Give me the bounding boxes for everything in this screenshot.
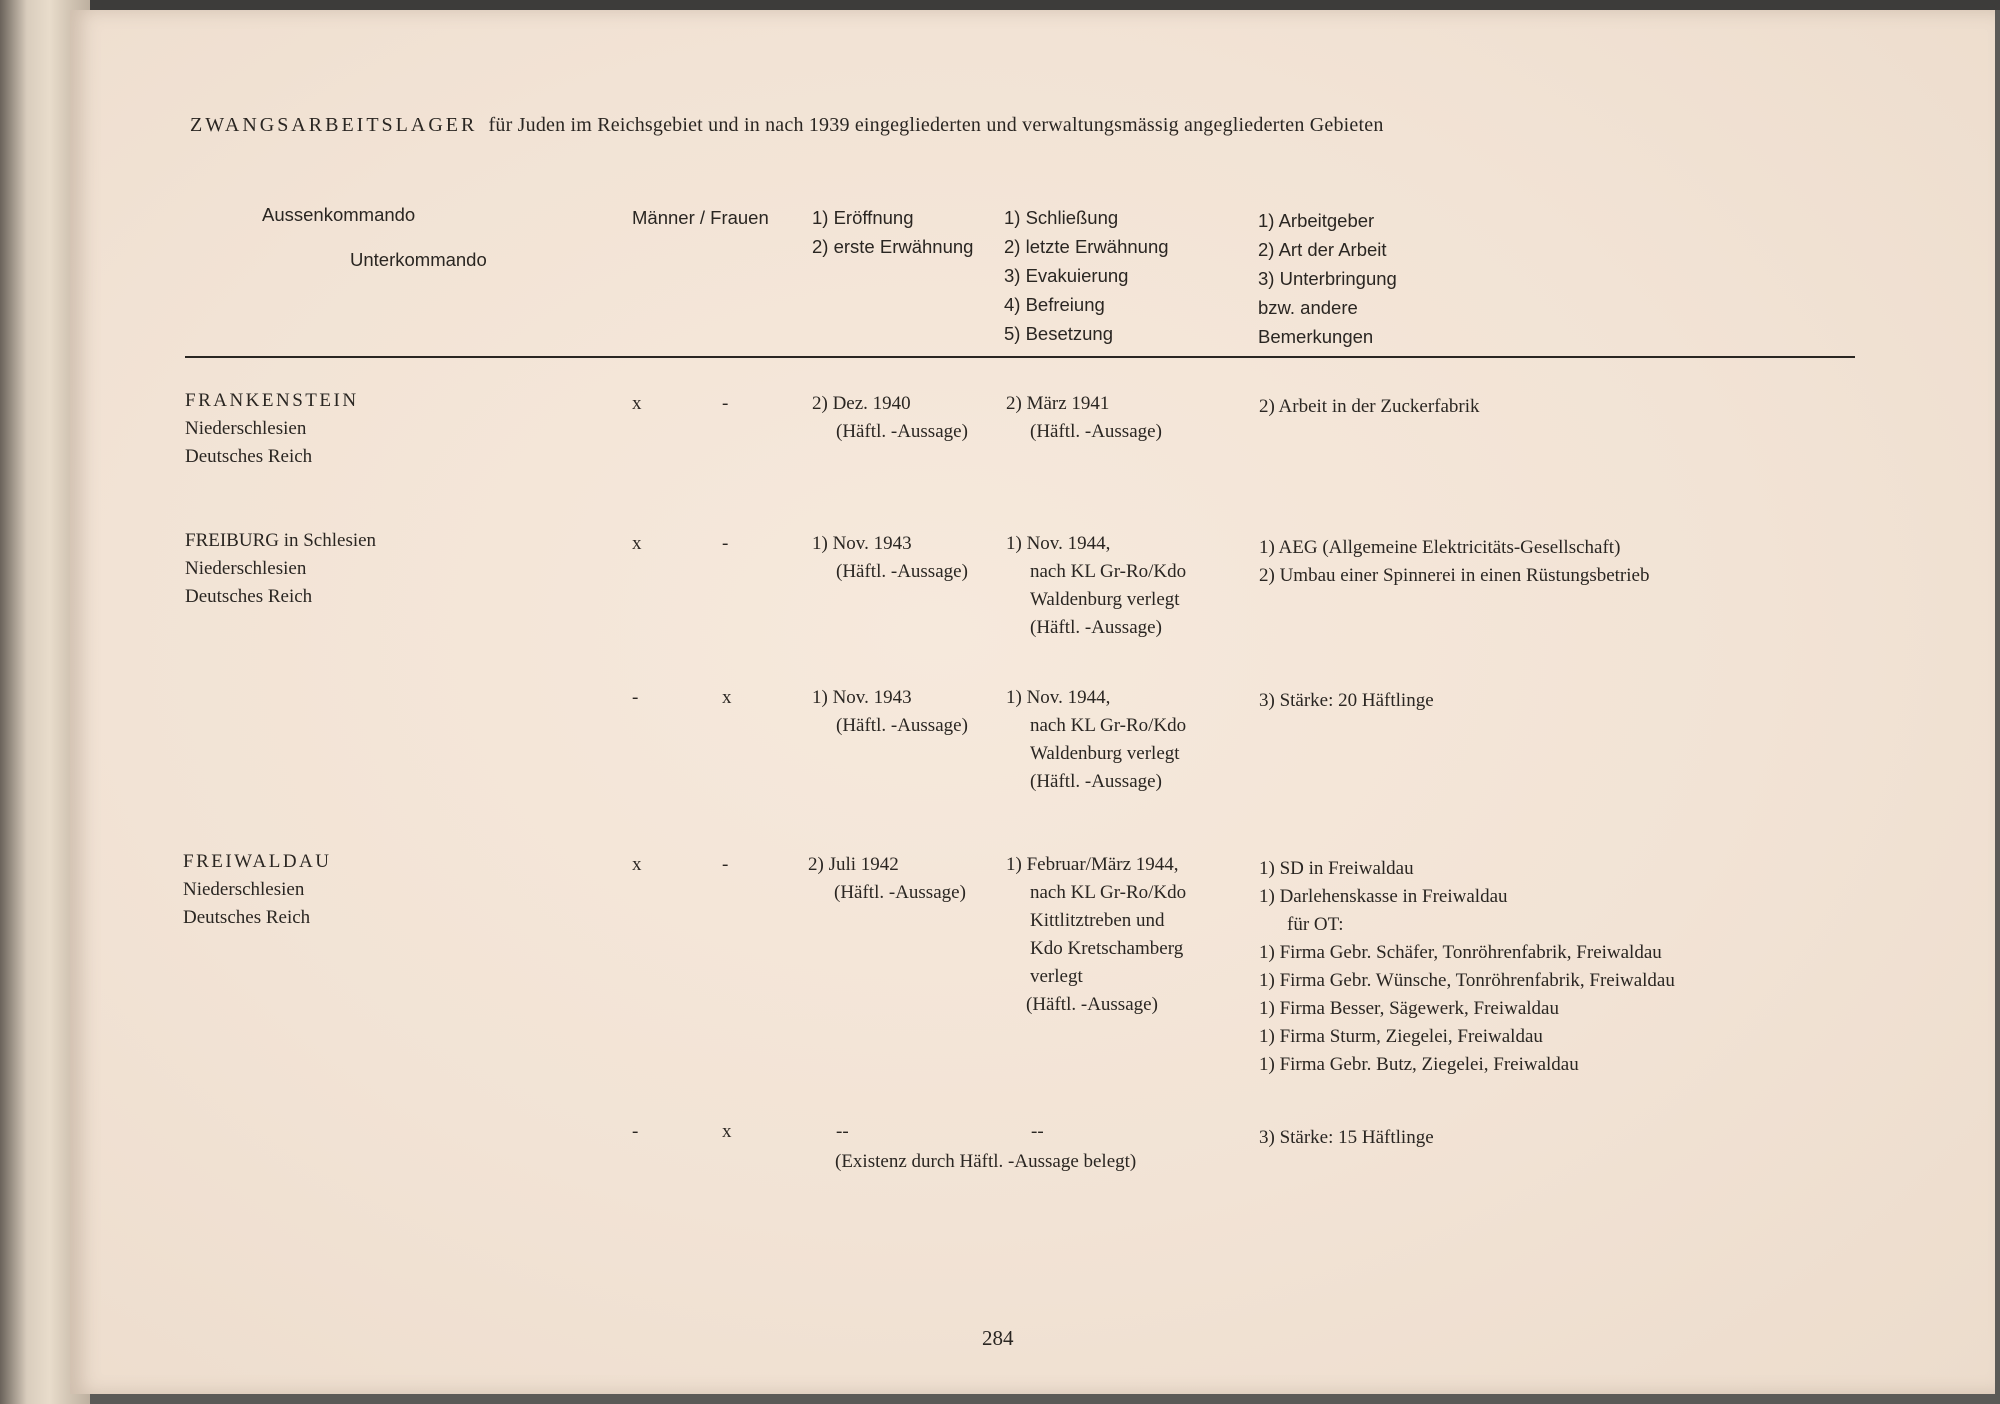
row-frankenstein-work [1259, 393, 1480, 421]
open-line: 1) Nov. 1943 [812, 533, 912, 554]
row-freiwaldau-place [183, 848, 332, 932]
row-freiburg2-frauen: x [722, 687, 732, 708]
row-freiwaldau2-open: -- [836, 1121, 849, 1142]
open-line: 2) Juli 1942 [808, 854, 899, 875]
close-line: Kdo Kretschamberg [1030, 938, 1184, 959]
header-schliessung-line3: 3) Evakuierung [1004, 265, 1129, 286]
header-eroeffnung-line2: 2) erste Erwähnung [812, 236, 974, 257]
header-eroeffnung [812, 203, 973, 261]
row-freiburg-work [1259, 534, 1649, 590]
place-name: FRANKENSTEIN [185, 390, 359, 411]
row-frankenstein-maenner: x [632, 393, 642, 414]
header-schliessung-line5: 5) Besetzung [1004, 323, 1114, 344]
row-freiwaldau2-frauen: x [722, 1121, 732, 1142]
close-line: 2) März 1941 [1006, 393, 1110, 414]
row-freiburg2-open [812, 684, 968, 740]
place-country: Deutsches Reich [185, 586, 313, 607]
work-line: 2) Arbeit in der Zuckerfabrik [1259, 396, 1480, 417]
close-line: 1) Nov. 1944, [1006, 533, 1111, 554]
place-country: Deutsches Reich [183, 907, 311, 928]
close-line: (Häftl. -Aussage) [1026, 994, 1158, 1015]
row-frankenstein-place [185, 387, 359, 471]
header-schliessung [1004, 203, 1169, 348]
row-frankenstein-close [1006, 390, 1162, 446]
row-freiwaldau-frauen: - [722, 854, 729, 875]
close-line: (Häftl. -Aussage) [1030, 771, 1162, 792]
place-region: Niederschlesien [185, 558, 307, 579]
close-line: Waldenburg verlegt [1030, 743, 1180, 764]
page-number: 284 [982, 1326, 1014, 1350]
work-line: 1) Firma Gebr. Wünsche, Tonröhrenfabrik, Freiwaldau [1259, 970, 1675, 991]
header-arbeitgeber-line1: 1) Arbeitgeber [1258, 210, 1375, 231]
header-schliessung-line4: 4) Befreiung [1004, 294, 1105, 315]
close-line: nach KL Gr-Ro/Kdo [1030, 561, 1187, 582]
header-eroeffnung-line1: 1) Eröffnung [812, 207, 914, 228]
row-frankenstein-open [812, 390, 968, 446]
row-freiwaldau2-work [1259, 1124, 1434, 1152]
work-line: 2) Umbau einer Spinnerei in einen Rüstungsbetrieb [1259, 565, 1650, 586]
scan-top-edge [0, 0, 2000, 10]
work-line: 1) SD in Freiwaldau [1259, 858, 1414, 879]
place-region: Niederschlesien [185, 418, 307, 439]
work-line: 1) Firma Sturm, Ziegelei, Freiwaldau [1259, 1026, 1543, 1047]
row-freiburg-close [1006, 530, 1186, 642]
open-line: 2) Dez. 1940 [812, 393, 911, 414]
page-title [190, 114, 1384, 137]
close-line: (Häftl. -Aussage) [1030, 617, 1162, 638]
row-freiburg2-close [1006, 684, 1186, 796]
header-maenner-frauen: Männer / Frauen [632, 207, 769, 228]
title-caps: ZWANGSARBEITSLAGER [190, 114, 478, 136]
row-freiwaldau2-maenner: - [632, 1121, 639, 1142]
open-line: (Häftl. -Aussage) [836, 421, 968, 442]
row-freiburg-open [812, 530, 968, 586]
title-rest: für Juden im Reichsgebiet und in nach 1939 eingegliederten und verwaltungsmässig angegliederten Gebieten [488, 114, 1384, 136]
header-schliessung-line2: 2) letzte Erwähnung [1004, 236, 1169, 257]
row-freiwaldau-open [808, 851, 966, 907]
header-arbeitgeber-line5: Bemerkungen [1258, 326, 1374, 347]
work-line: 3) Stärke: 20 Häftlinge [1259, 690, 1434, 711]
open-line: 1) Nov. 1943 [812, 687, 912, 708]
row-freiburg-frauen: - [722, 533, 729, 554]
row-freiburg2-maenner: - [632, 687, 639, 708]
work-line: 1) Firma Gebr. Schäfer, Tonröhrenfabrik, Freiwaldau [1259, 942, 1662, 963]
work-line: 3) Stärke: 15 Häftlinge [1259, 1127, 1434, 1148]
open-line: (Häftl. -Aussage) [836, 561, 968, 582]
work-line: 1) Darlehenskasse in Freiwaldau [1259, 886, 1508, 907]
close-line: 1) Nov. 1944, [1006, 687, 1111, 708]
header-arbeitgeber-line2: 2) Art der Arbeit [1258, 239, 1387, 260]
row-freiwaldau-work [1259, 855, 1675, 1079]
place-name: FREIBURG in Schlesien [185, 530, 377, 551]
header-unterkommando: Unterkommando [350, 249, 487, 270]
close-line: 1) Februar/März 1944, [1006, 854, 1179, 875]
work-line: 1) Firma Besser, Sägewerk, Freiwaldau [1259, 998, 1559, 1019]
header-schliessung-line1: 1) Schließung [1004, 207, 1119, 228]
row-freiburg-place [185, 527, 376, 611]
open-line: (Häftl. -Aussage) [836, 715, 968, 736]
place-country: Deutsches Reich [185, 446, 313, 467]
work-line: 1) AEG (Allgemeine Elektricitäts-Gesellschaft) [1259, 537, 1621, 558]
row-freiburg-maenner: x [632, 533, 642, 554]
row-freiwaldau-close [1006, 851, 1186, 1019]
header-arbeitgeber-line4: bzw. andere [1258, 297, 1358, 318]
close-line: nach KL Gr-Ro/Kdo [1030, 882, 1187, 903]
place-region: Niederschlesien [183, 879, 305, 900]
header-arbeitgeber [1258, 206, 1397, 351]
close-line: verlegt [1030, 966, 1083, 987]
header-arbeitgeber-line3: 3) Unterbringung [1258, 268, 1397, 289]
header-aussenkommando: Aussenkommando [262, 204, 416, 225]
row-freiburg2-work [1259, 687, 1434, 715]
row-freiwaldau2-close: -- [1031, 1121, 1044, 1142]
work-line: 1) Firma Gebr. Butz, Ziegelei, Freiwaldau [1259, 1054, 1579, 1075]
close-line: nach KL Gr-Ro/Kdo [1030, 715, 1187, 736]
close-line: (Häftl. -Aussage) [1030, 421, 1162, 442]
row-freiwaldau-maenner: x [632, 854, 642, 875]
close-line: Kittlitztreben und [1030, 910, 1165, 931]
row-freiwaldau2-note: (Existenz durch Häftl. -Aussage belegt) [835, 1151, 1137, 1172]
close-line: Waldenburg verlegt [1030, 589, 1180, 610]
place-name: FREIWALDAU [183, 851, 332, 872]
header-rule [185, 356, 1855, 358]
work-line: für OT: [1287, 914, 1344, 935]
row-frankenstein-frauen: - [722, 393, 729, 414]
open-line: (Häftl. -Aussage) [834, 882, 966, 903]
